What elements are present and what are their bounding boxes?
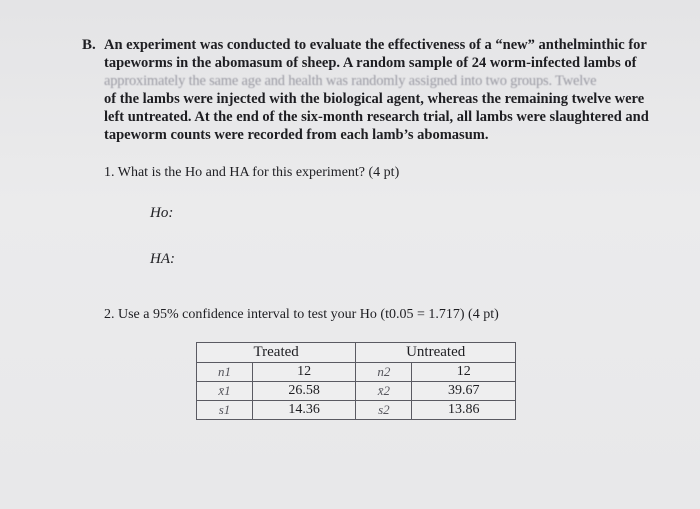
question-2: 2. Use a 95% confidence interval to test your Ho (t0.05 = 1.717) (4 pt): [104, 307, 499, 322]
table-cell-symbol: n2: [356, 363, 412, 382]
table-cell-symbol: s1: [197, 401, 253, 420]
table-cell-value: 13.86: [412, 401, 516, 420]
table-row: [197, 401, 516, 420]
table-cell-value: 12: [253, 363, 356, 382]
paragraph-line: tapeworms in the abomasum of sheep. A random sample of 24 worm-infected lambs of: [104, 55, 637, 71]
table-cell-symbol: n1: [197, 363, 253, 382]
paragraph-line: left untreated. At the end of the six-month research trial, all lambs were slaughtered and: [104, 109, 649, 125]
table-row: [197, 363, 516, 382]
table-cell-value: 12: [412, 363, 516, 382]
table-cell-value: 39.67: [412, 382, 516, 401]
section-letter: B.: [82, 37, 96, 53]
problem-paragraph: [104, 36, 664, 144]
alternative-hypothesis-label: HA:: [150, 251, 175, 267]
paragraph-line: tapeworm counts were recorded from each lamb’s abomasum.: [104, 127, 489, 143]
table-cell-value: 14.36: [253, 401, 356, 420]
table-header-row: [197, 343, 516, 363]
table-header-treated: Treated: [197, 343, 356, 363]
paragraph-line: of the lambs were injected with the biological agent, whereas the remaining twelve were: [104, 91, 645, 107]
question-1: 1. What is the Ho and HA for this experiment? (4 pt): [104, 165, 400, 180]
summary-statistics-table: [196, 342, 516, 420]
table-cell-symbol: x̄1: [197, 382, 253, 401]
paragraph-line: An experiment was conducted to evaluate the effectiveness of a “new” anthelminthic for: [104, 37, 647, 53]
null-hypothesis-label: Ho:: [150, 205, 174, 221]
table-header-untreated: Untreated: [356, 343, 516, 363]
table-cell-symbol: s2: [356, 401, 412, 420]
table-cell-value: 26.58: [253, 382, 356, 401]
paragraph-line: approximately the same age and health was randomly assigned into two groups. Twelve: [104, 73, 597, 89]
table-cell-symbol: x̄2: [356, 382, 412, 401]
table-row: [197, 382, 516, 401]
